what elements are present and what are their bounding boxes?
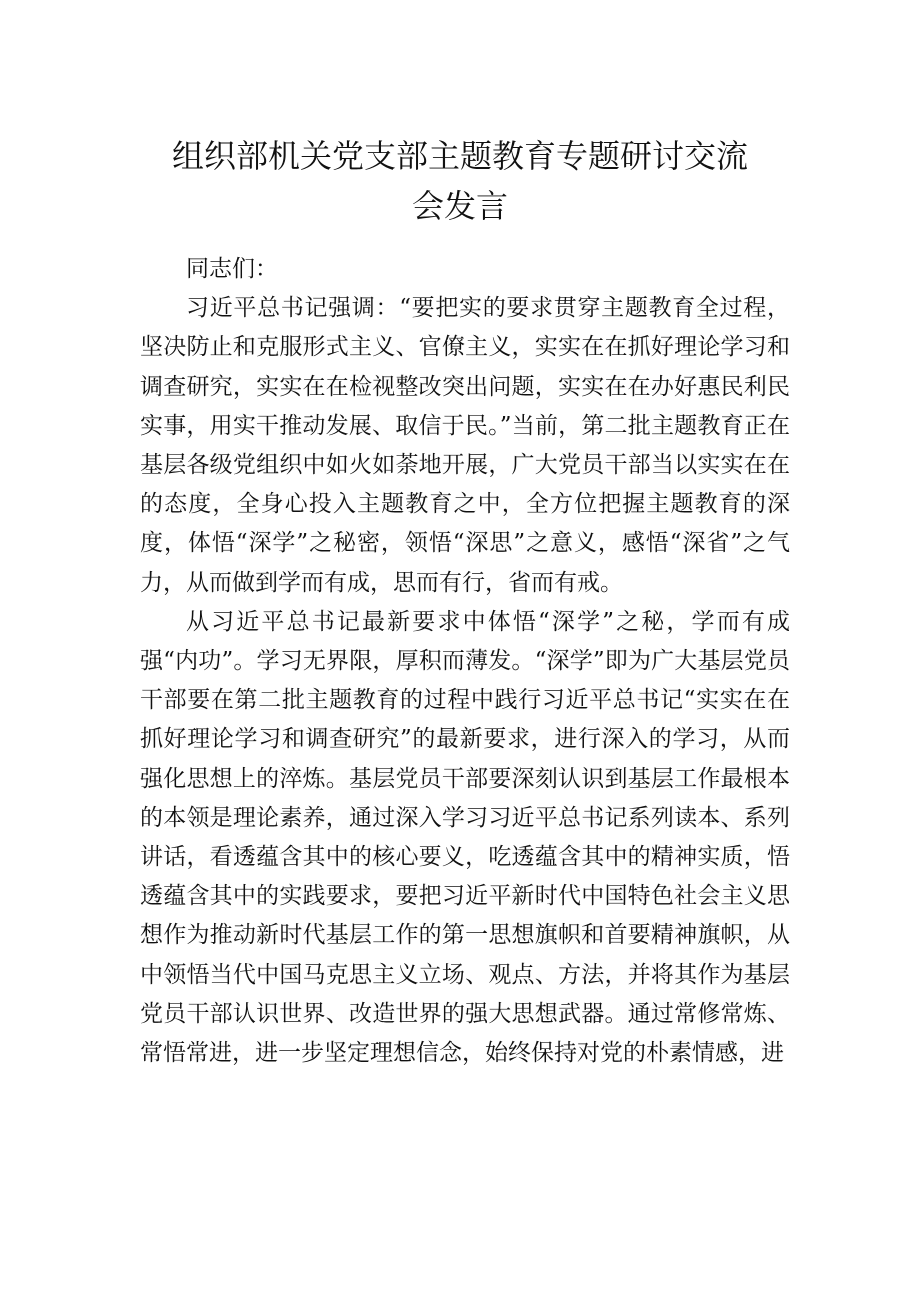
title-line-2: 会发言: [411, 187, 508, 226]
paragraph-1: 习近平总书记强调：“要把实的要求贯穿主题教育全过程，坚决防止和克服形式主义、官僚主义，实实在在抓好理论学习和调查研究，实实在在检视整改突出问题，实实在在办好惠民利民实事，用实干推动发展、取信于民。”当前，第二批主题教育正在基层各级党组织中如火如荼地开展，广大党员干部当以实实在在的态度，全身心投入主题教育之中，全方位把握主题教育的深度，体悟“深学”之秘密，领悟“深思”之意义，感悟“深省”之气力，从而做到学而有成，思而有行，省而有戒。: [140, 295, 790, 596]
document-title: [120, 131, 800, 231]
paragraph-2: 从习近平总书记最新要求中体悟“深学”之秘，学而有成强“内功”。学习无界限，厚积而薄发。“深学”即为广大基层党员干部要在第二批主题教育的过程中践行习近平总书记“实实在在抓好理论学习和调查研究”的最新要求，进行深入的学习，从而强化思想上的淬炼。基层党员干部要深刻认识到基层工作最根本的本领是理论素养，通过深入学习习近平总书记系列读本、系列讲话，看透蕴含其中的核心要义，吃透蕴含其中的精神实质，悟透蕴含其中的实践要求，要把习近平新时代中国特色社会主义思想作为推动新时代基层工作的第一思想旗帜和首要精神旗帜，从中领悟当代中国马克思主义立场、观点、方法，并将其作为基层党员干部认识世界、改造世界的强大思想武器。通过常修常炼、常悟常进，进一步坚定理想信念，始终保持对党的朴素情感，进: [140, 608, 790, 1067]
title-line-1: 组织部机关党支部主题教育专题研讨交流: [171, 137, 748, 176]
salutation: 同志们：: [186, 256, 278, 282]
document-body: [140, 250, 790, 1073]
